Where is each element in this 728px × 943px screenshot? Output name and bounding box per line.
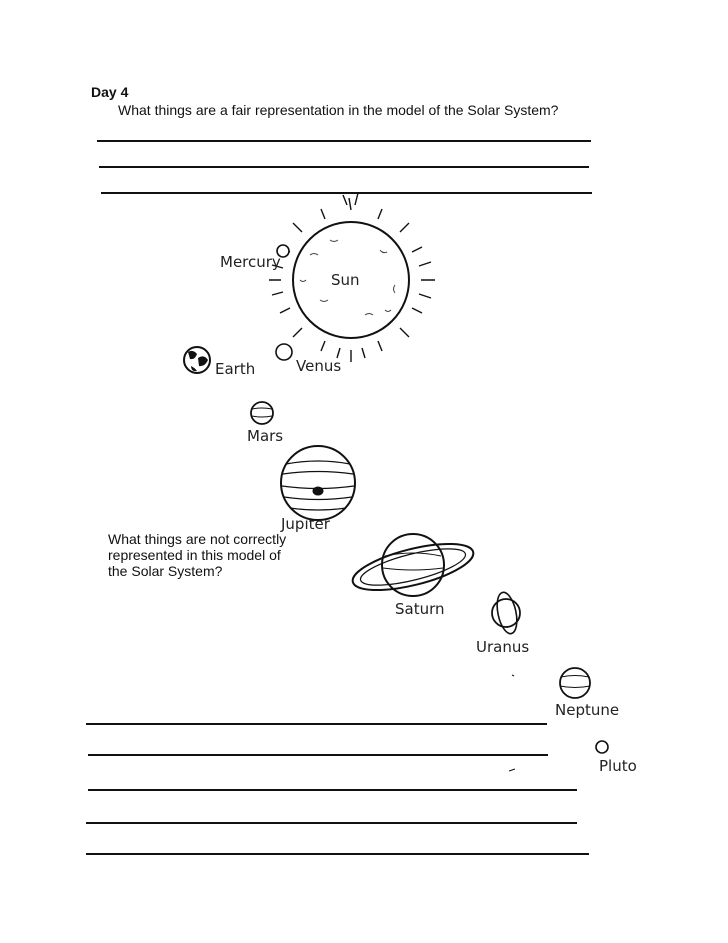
answer-line-7[interactable]: [86, 822, 577, 824]
answer-line-4[interactable]: [86, 723, 547, 725]
answer-line-8[interactable]: [86, 853, 589, 855]
mars-icon: [251, 402, 273, 424]
question-2: What things are not correctly represented in this model of the Solar System?: [108, 531, 287, 579]
neptune-label: Neptune: [555, 701, 620, 719]
jupiter-icon: [281, 446, 355, 520]
saturn-icon: [348, 534, 477, 599]
pluto-icon: [596, 741, 608, 753]
earth-icon: [184, 347, 210, 373]
answer-line-6[interactable]: [88, 789, 577, 791]
mars-label: Mars: [247, 427, 284, 445]
mercury-label: Mercury: [220, 253, 281, 271]
uranus-icon: [492, 591, 520, 636]
jupiter-label: Jupiter: [281, 515, 330, 533]
pluto-label: Pluto: [599, 757, 637, 775]
day-heading: Day 4: [91, 84, 129, 100]
venus-label: Venus: [296, 357, 342, 375]
answer-line-5[interactable]: [88, 754, 548, 756]
sun-label: Sun: [331, 271, 360, 289]
saturn-label: Saturn: [395, 600, 445, 618]
uranus-label: Uranus: [476, 638, 530, 656]
neptune-icon: [560, 668, 590, 698]
earth-label: Earth: [215, 360, 256, 378]
question-1: What things are a fair representation in the model of the Solar System?: [118, 102, 559, 118]
venus-icon: [276, 344, 292, 360]
